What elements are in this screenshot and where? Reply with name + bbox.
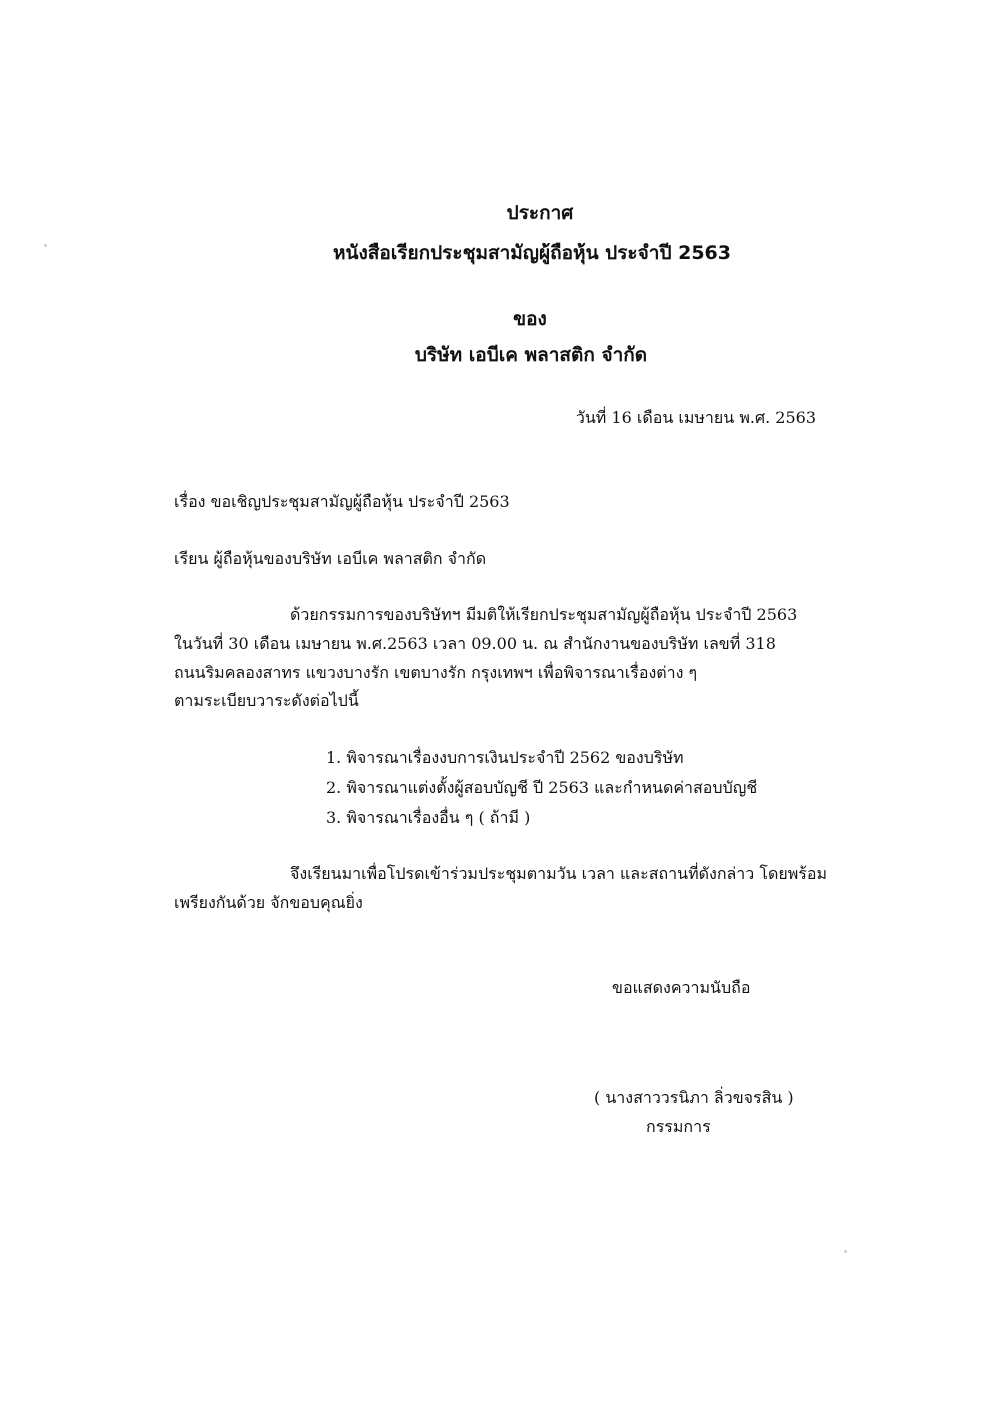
agenda-item: 3. พิจารณาเรื่องอื่น ๆ ( ถ้ามี ) xyxy=(326,808,531,827)
of-label: ของ xyxy=(513,308,547,330)
subject-line: เรื่อง ขอเชิญประชุมสามัญผู้ถือหุ้น ประจำปี 2563 xyxy=(174,492,510,511)
agenda-item: 2. พิจารณาแต่งตั้งผู้สอบบัญชี ปี 2563 และกำหนดค่าสอบบัญชี xyxy=(326,778,758,797)
signatory-name: ( นางสาววรนิภา ลิ่วขจรสิน ) xyxy=(594,1088,794,1107)
recipient-line: เรียน ผู้ถือหุ้นของบริษัท เอบีเค พลาสติก จำกัด xyxy=(174,549,487,568)
announcement-subtitle: หนังสือเรียกประชุมสามัญผู้ถือหุ้น ประจำปี 2563 xyxy=(332,242,732,264)
body-line: ถนนริมคลองสาทร แขวงบางรัก เขตบางรัก กรุงเทพฯ เพื่อพิจารณาเรื่องต่าง ๆ xyxy=(174,663,698,682)
closing-line: เพรียงกันด้วย จักขอบคุณยิ่ง xyxy=(174,893,363,912)
closing-line: จึงเรียนมาเพื่อโปรดเข้าร่วมประชุมตามวัน เวลา และสถานที่ดังกล่าว โดยพร้อม xyxy=(290,864,828,883)
scan-speck xyxy=(844,1250,847,1253)
company-name: บริษัท เอบีเค พลาสติก จำกัด xyxy=(414,344,648,366)
signoff: ขอแสดงความนับถือ xyxy=(612,978,751,997)
document-date: วันที่ 16 เดือน เมษายน พ.ศ. 2563 xyxy=(575,408,816,427)
scan-speck xyxy=(44,244,47,247)
body-line: ในวันที่ 30 เดือน เมษายน พ.ศ.2563 เวลา 09.00 น. ณ สำนักงานของบริษัท เลขที่ 318 xyxy=(174,634,776,653)
body-line: ด้วยกรรมการของบริษัทฯ มีมติให้เรียกประชุมสามัญผู้ถือหุ้น ประจำปี 2563 xyxy=(290,605,798,624)
body-line: ตามระเบียบวาระดังต่อไปนี้ xyxy=(174,691,359,710)
announcement-title: ประกาศ xyxy=(506,202,574,224)
agenda-item: 1. พิจารณาเรื่องงบการเงินประจำปี 2562 ของบริษัท xyxy=(326,748,684,767)
signatory-title: กรรมการ xyxy=(646,1117,711,1136)
